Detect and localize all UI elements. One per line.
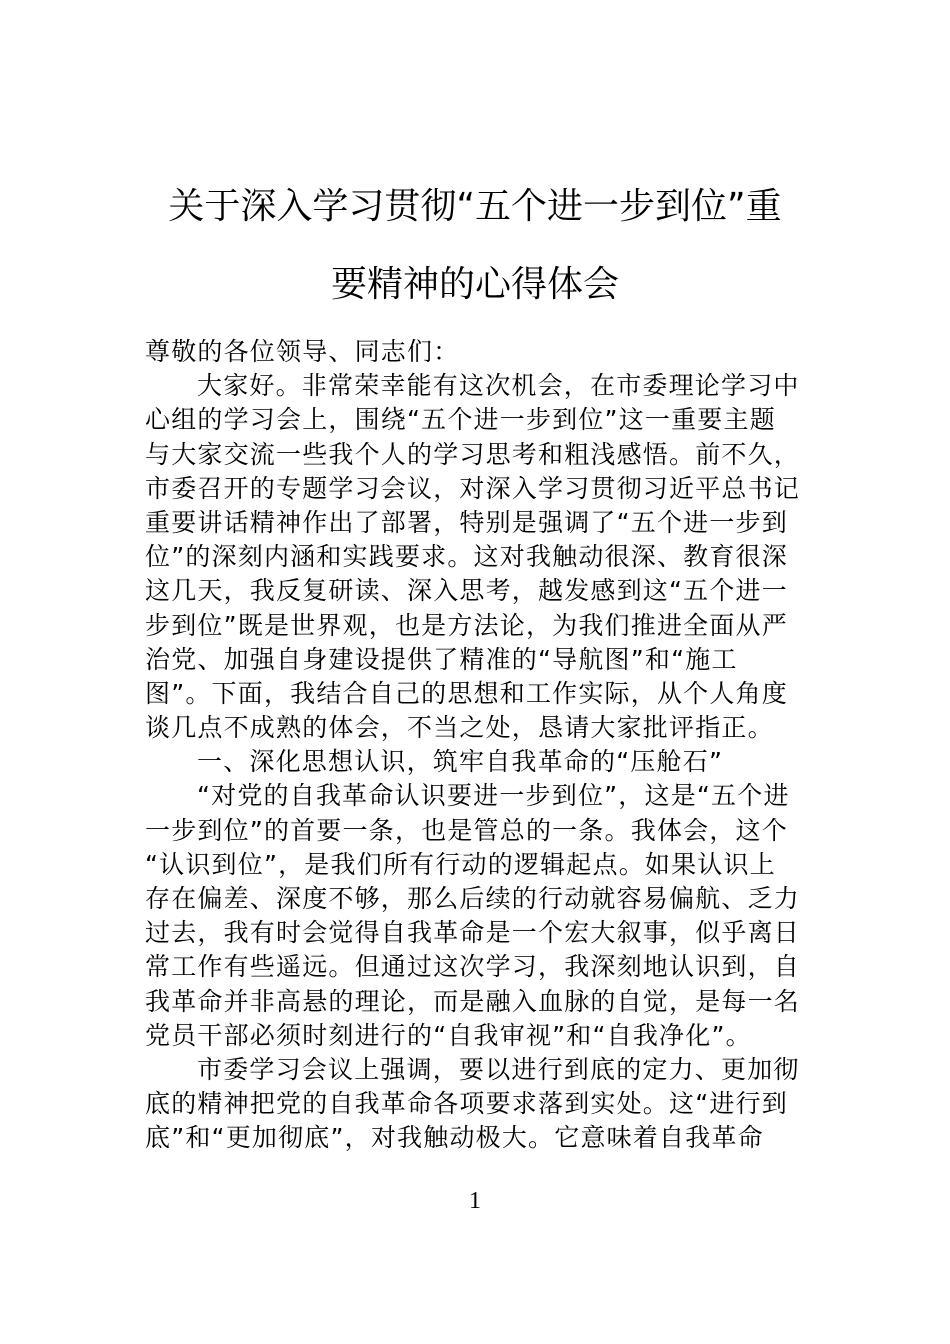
- paragraph-line: 大家好。非常荣幸能有这次机会，在市委理论学习中: [197, 371, 800, 401]
- paragraph-line: “认识到位”，是我们所有行动的逻辑起点。如果认识上: [145, 849, 776, 879]
- paragraph-line: 图”。下面，我结合自己的思想和工作实际，从个人角度: [145, 678, 788, 708]
- paragraph-line: 市委召开的专题学习会议，对深入学习贯彻习近平总书记: [145, 473, 801, 503]
- paragraph-line: 步到位”既是世界观，也是方法论，为我们推进全面从严: [145, 610, 788, 640]
- paragraph-line: 心组的学习会上，围绕“五个进一步到位”这一重要主题: [145, 405, 776, 435]
- paragraph-line: 存在偏差、深度不够，那么后续的行动就容易偏航、乏力: [145, 884, 801, 913]
- paragraph-line: 这几天，我反复研读、深入思考，越发感到这“五个进一: [145, 576, 788, 606]
- paragraph-line: 重要讲话精神作出了部署，特别是强调了“五个进一步到: [145, 507, 788, 537]
- paragraph-line: 一步到位”的首要一条，也是管总的一条。我体会，这个: [145, 815, 788, 845]
- paragraph-line: 底”和“更加彻底”，对我触动极大。它意味着自我革命: [145, 1123, 764, 1153]
- paragraph-line: 常工作有些遥远。但通过这次学习，我深刻地认识到，自: [145, 952, 801, 982]
- paragraph-line: 我革命并非高悬的理论，而是融入血脉的自觉，是每一名: [145, 986, 801, 1016]
- paragraph-line: 底的精神把党的自我革命各项要求落到实处。这“进行到: [145, 1089, 788, 1119]
- section-heading: 一、深化思想认识，筑牢自我革命的“压舱石”: [197, 747, 724, 777]
- paragraph-line: 市委学习会议上强调，要以进行到底的定力、更加彻: [197, 1054, 800, 1084]
- title-line-2: 要精神的心得体会: [330, 264, 619, 305]
- paragraph-line: 与大家交流一些我个人的学习思考和粗浅感悟。前不久，: [145, 439, 801, 469]
- paragraph-line: 治党、加强自身建设提供了精准的“导航图”和“施工: [145, 644, 738, 674]
- paragraph-line: 党员干部必须时刻进行的“自我审视”和“自我净化”。: [145, 1020, 752, 1050]
- document-title: [145, 168, 805, 324]
- title-line-1: 关于深入学习贯彻“五个进一步到位”重: [168, 186, 782, 227]
- paragraph-line: “对党的自我革命认识要进一步到位”，这是“五个进: [197, 781, 790, 811]
- paragraph-line: 过去，我有时会觉得自我革命是一个宏大叙事，似乎离日: [145, 918, 801, 948]
- page-number: 1: [469, 1188, 481, 1214]
- paragraph-line: 位”的深刻内涵和实践要求。这对我触动很深、教育很深: [145, 542, 788, 572]
- paragraph-line: 谈几点不成熟的体会，不当之处，恳请大家批评指正。: [145, 713, 774, 743]
- document-body: [145, 335, 809, 1156]
- salutation: 尊敬的各位领导、同志们：: [145, 337, 460, 366]
